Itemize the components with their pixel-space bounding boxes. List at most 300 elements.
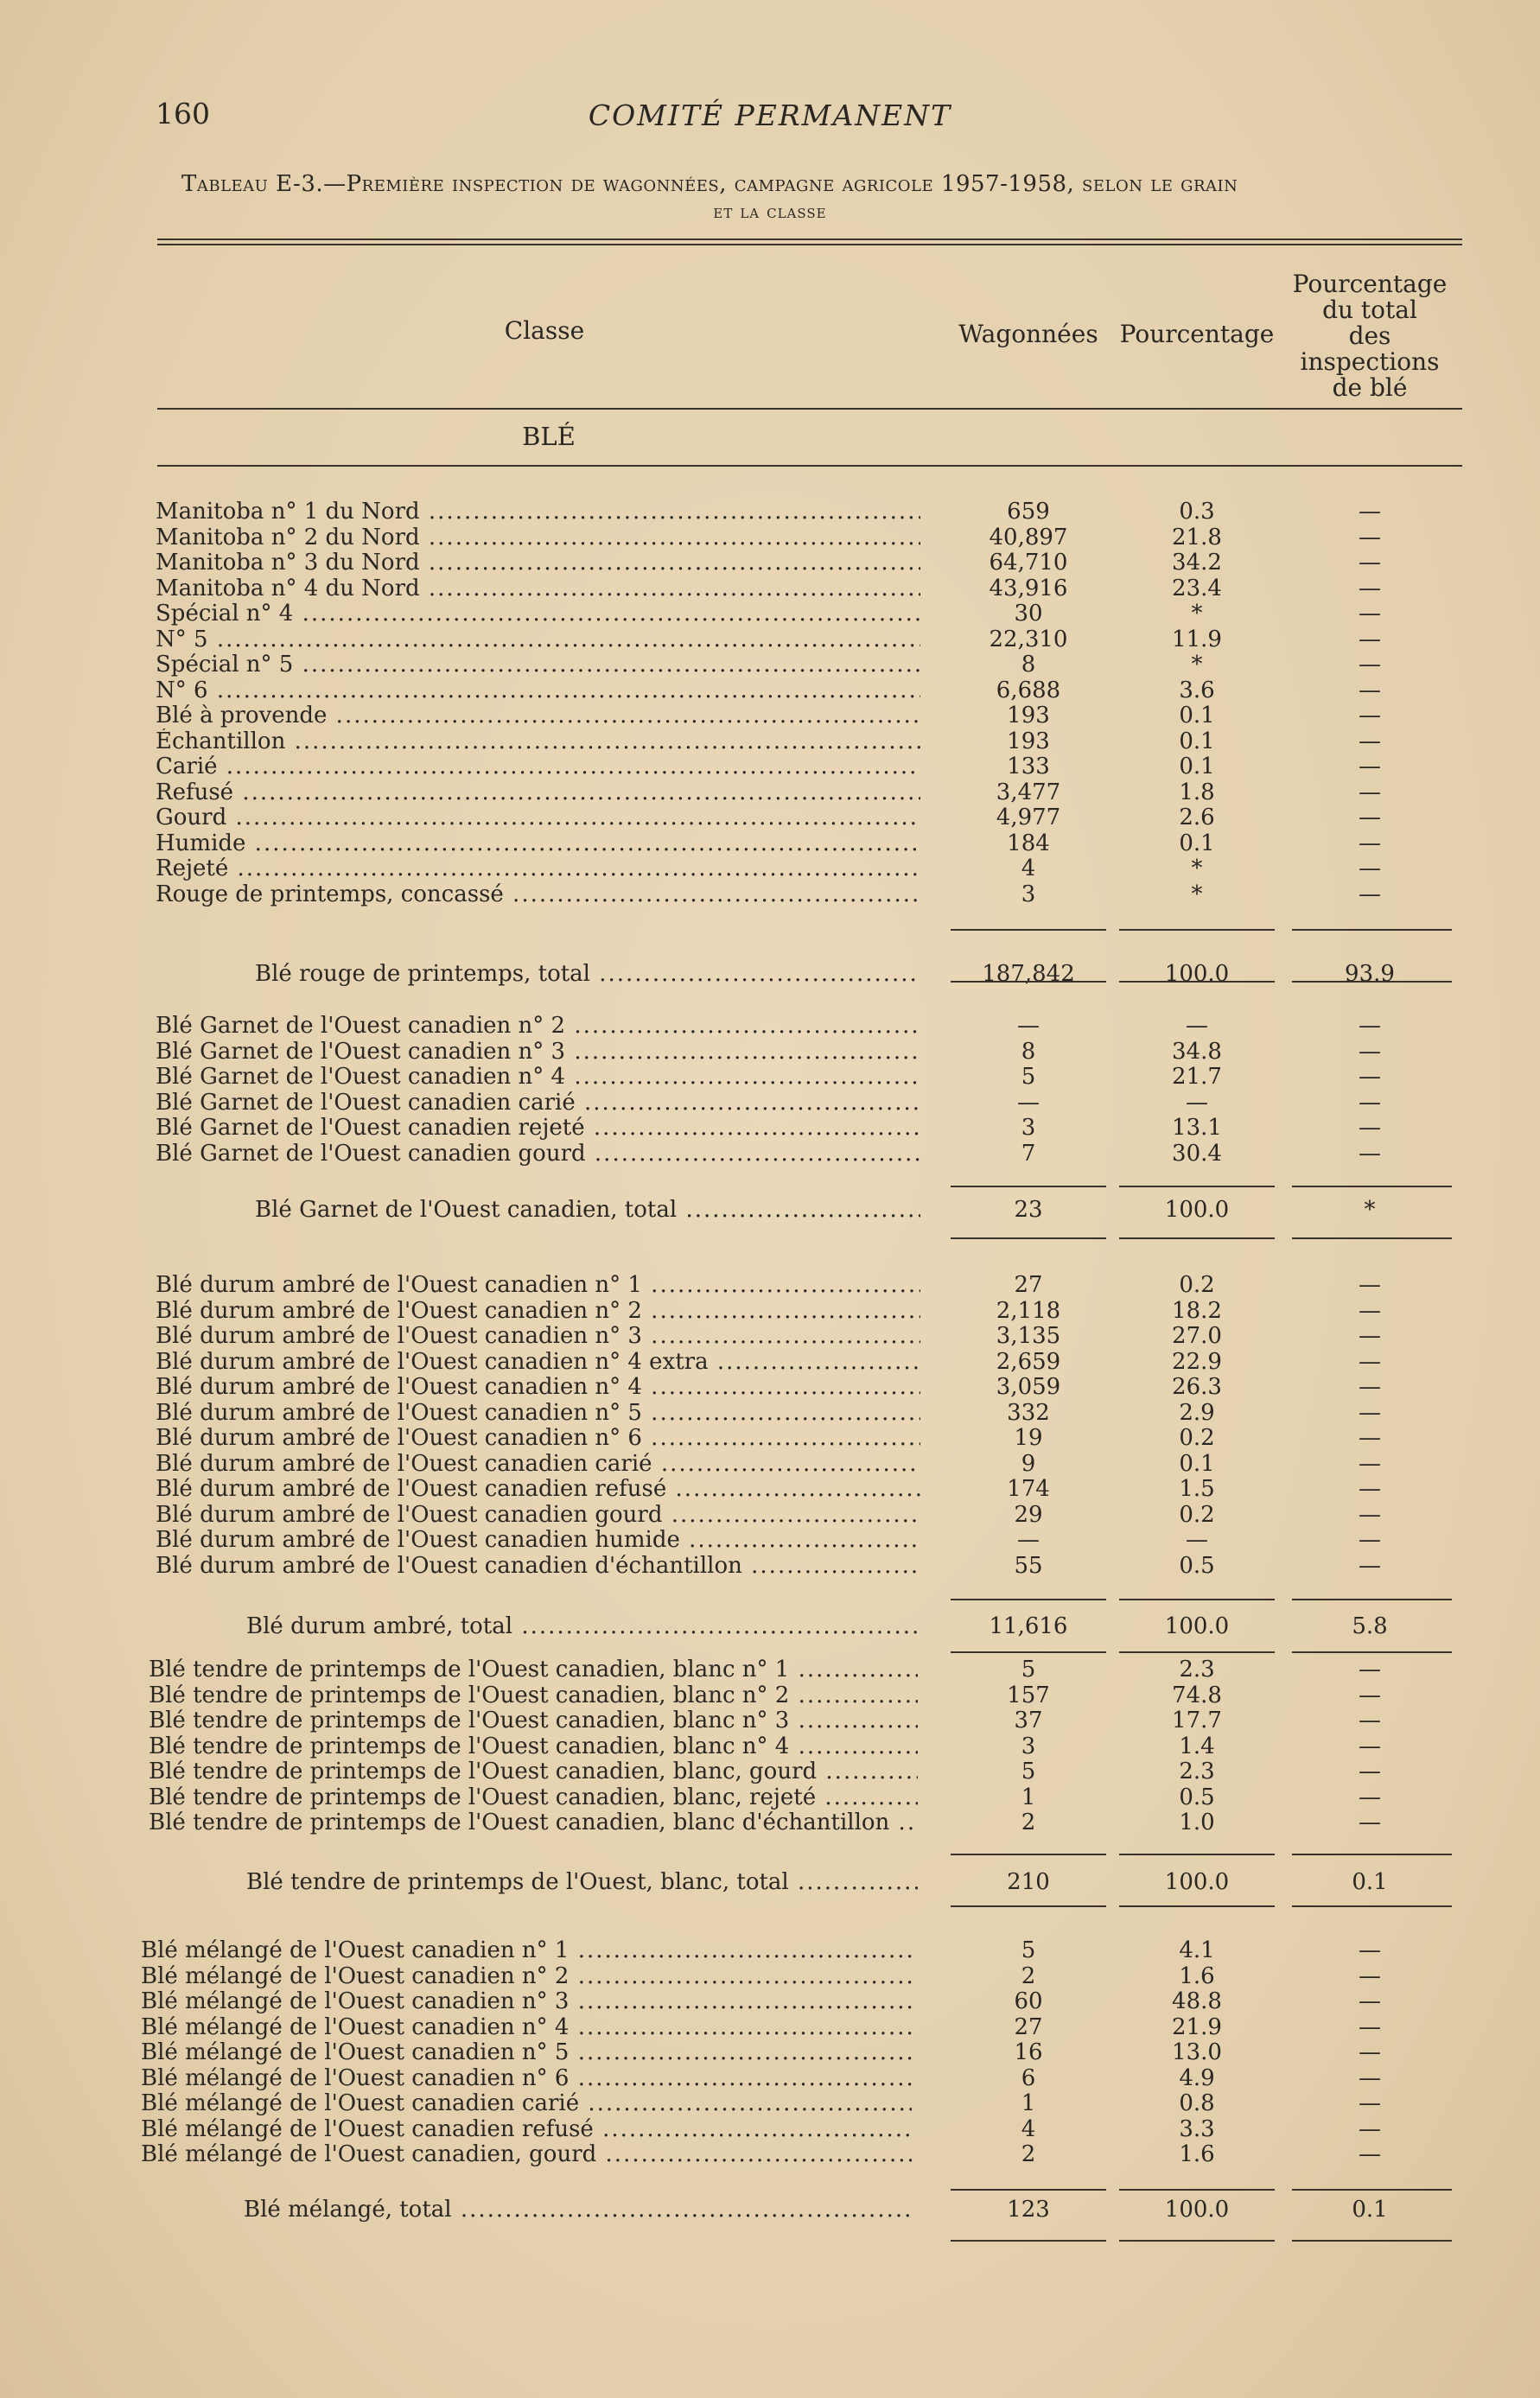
pct-total-cell: — [1359,1527,1381,1553]
row-label: Blé Garnet de l'Ouest canadien n° 2 ..... [156,1013,920,1039]
header-pct-total-line5: de blé [1332,373,1408,402]
wagonnees-cell: — [1017,1013,1040,1039]
row-label: Blé durum ambré de l'Ouest canadien refusé ..... [156,1476,920,1502]
pourcentage-cell: 1.6 [1179,1962,1215,1989]
table-row [0,1323,1540,1349]
wagonnees-cell: 157 [1007,1682,1050,1708]
table-row [0,1937,1540,1963]
wagonnees-cell: 7 [1021,1140,1036,1167]
wagonnees-cell: 187,842 [982,961,1075,987]
table-row [0,1425,1540,1451]
table-row [0,1400,1540,1426]
table-row [0,881,1540,907]
wagonnees-cell: 3,135 [996,1323,1061,1349]
running-head: COMITÉ PERMANENT [588,99,952,132]
row-label: Blé mélangé de l'Ouest canadien n° 5 ..... [141,2039,912,2065]
wagonnees-cell: 5 [1021,1937,1036,1963]
table-row [0,2014,1540,2040]
row-label: Blé durum ambré de l'Ouest canadien n° 4 extra ..... [156,1349,920,1375]
subtotal-rule [1119,1599,1275,1600]
table-row [0,1451,1540,1477]
subtotal-rule [951,1186,1106,1187]
table-row [0,1657,1540,1682]
pct-total-cell: 5.8 [1352,1613,1388,1639]
pct-total-cell: — [1359,601,1381,627]
pourcentage-cell: 21.9 [1172,2013,1222,2040]
table-row [0,1115,1540,1141]
subtotal-rule [1119,1651,1275,1653]
pct-total-cell: — [1359,2064,1381,2091]
row-label: Rejeté ..... [156,856,920,881]
pct-total-cell: — [1359,1399,1381,1426]
table-row [0,2141,1540,2167]
wagonnees-cell: 40,897 [989,524,1068,550]
wagonnees-cell: 133 [1007,754,1050,779]
pct-total-cell: — [1359,1140,1381,1167]
row-label: Blé tendre de printemps de l'Ouest canadien, blanc, rejeté ..... [149,1784,918,1810]
pourcentage-cell: 1.4 [1179,1733,1215,1759]
subtotal-rule [951,981,1106,983]
subtotal-rule [1292,1651,1452,1653]
pourcentage-cell: 1.5 [1179,1476,1215,1502]
row-label: N° 5 ..... [156,627,920,652]
table-row [0,1682,1540,1708]
pct-total-cell: — [1359,1425,1381,1451]
row-label: Blé durum ambré de l'Ouest canadien gourd ..... [156,1502,920,1528]
pourcentage-cell: * [1191,881,1203,907]
pct-total-cell: 0.1 [1352,1869,1388,1895]
header-pct-total-line2: du total [1322,296,1417,324]
pct-total-cell: * [1364,1197,1376,1223]
row-label: Blé durum ambré de l'Ouest canadien n° 2 ..... [156,1298,920,1324]
row-label: Blé mélangé de l'Ouest canadien n° 6 ..... [141,2065,912,2091]
pourcentage-cell: * [1191,601,1203,627]
wagonnees-cell: 2,118 [996,1297,1061,1324]
wagonnees-cell: 6 [1021,2064,1036,2091]
row-label: Blé Garnet de l'Ouest canadien rejeté ..... [156,1115,920,1141]
subtotal-rule [951,2189,1106,2191]
pct-total-cell: — [1359,499,1381,525]
subtotal-rule [1292,1186,1452,1187]
table-row [0,1141,1540,1167]
table-row [0,1963,1540,1989]
wagonnees-cell: 1 [1021,1784,1036,1810]
wagonnees-cell: 27 [1014,2013,1043,2040]
pourcentage-cell: 0.2 [1179,1272,1215,1298]
table-row [0,1349,1540,1375]
table-row [0,805,1540,830]
table-row [0,1374,1540,1400]
row-label: Blé Garnet de l'Ouest canadien gourd ..... [156,1141,920,1167]
pct-total-cell: — [1359,754,1381,779]
table-row [0,2090,1540,2116]
subtotal-rule [951,2240,1106,2242]
row-label: Blé mélangé de l'Ouest canadien n° 2 ..... [141,1963,912,1989]
pct-total-cell: — [1359,1348,1381,1375]
table-row [0,550,1540,576]
row-label: Blé durum ambré de l'Ouest canadien n° 1 ..... [156,1272,920,1298]
row-label: Blé durum ambré de l'Ouest canadien d'échantillon ..... [156,1553,920,1579]
row-label: Blé Garnet de l'Ouest canadien n° 3 ..... [156,1039,920,1065]
wagonnees-cell: 64,710 [989,550,1068,576]
pct-total-cell: — [1359,856,1381,881]
table-row [0,627,1540,652]
page-number: 160 [156,97,210,130]
row-label: Gourd ..... [156,805,920,830]
pct-total-cell: — [1359,1272,1381,1298]
row-label: Manitoba n° 4 du Nord ..... [156,576,920,601]
table-row [0,1733,1540,1759]
row-label: Rouge de printemps, concassé ..... [156,881,920,907]
wagonnees-cell: 5 [1021,1657,1036,1682]
row-label: N° 6 ..... [156,677,920,703]
table-row [0,1090,1540,1116]
header-wagonnees: Wagonnées [958,320,1098,348]
pct-total-cell: — [1359,1708,1381,1733]
row-label: Manitoba n° 1 du Nord ..... [156,499,920,525]
table-row [0,728,1540,754]
row-label: Blé durum ambré de l'Ouest canadien humide ..... [156,1527,920,1553]
pourcentage-cell: — [1186,1013,1208,1039]
row-label: Blé durum ambré de l'Ouest canadien n° 4 ..... [156,1374,920,1400]
pourcentage-cell: 0.1 [1179,1450,1215,1477]
subtotal-rule [1292,929,1452,931]
wagonnees-cell: 23 [1014,1197,1043,1223]
pourcentage-cell: 4.1 [1179,1937,1215,1963]
row-label: Blé mélangé de l'Ouest canadien, gourd ..... [141,2141,912,2167]
pourcentage-cell: 100.0 [1164,1869,1230,1895]
total-label: Blé Garnet de l'Ouest canadien, total ..... [255,1197,920,1223]
pct-total-cell: 93.9 [1345,961,1395,987]
table-total-row [0,1613,1540,1639]
wagonnees-cell: 5 [1021,1759,1036,1784]
header-pct-total-line1: Pourcentage [1292,270,1448,298]
table-row [0,856,1540,881]
pct-total-cell: — [1359,2039,1381,2065]
header-bottom-rule [157,408,1462,410]
subtotal-rule [1292,2189,1452,2191]
wagonnees-cell: 3 [1021,881,1036,907]
pct-total-cell: — [1359,1374,1381,1400]
wagonnees-cell: 9 [1021,1450,1036,1477]
pourcentage-cell: 0.2 [1179,1501,1215,1528]
subtotal-rule [951,1854,1106,1855]
pct-total-cell: — [1359,2013,1381,2040]
pourcentage-cell: 34.8 [1172,1038,1222,1065]
subtotal-rule [1119,929,1275,931]
pourcentage-cell: 0.1 [1179,703,1215,728]
pct-total-cell: — [1359,805,1381,830]
row-label: Blé durum ambré de l'Ouest canadien n° 3 ..... [156,1323,920,1349]
pourcentage-cell: 0.1 [1179,754,1215,779]
table-row [0,1759,1540,1784]
total-label: Blé rouge de printemps, total ..... [255,961,920,987]
row-label: Blé tendre de printemps de l'Ouest canadien, blanc n° 1 ..... [149,1657,918,1682]
wagonnees-cell: 3 [1021,1733,1036,1759]
subtotal-rule [1119,1905,1275,1907]
wagonnees-cell: 4,977 [996,805,1061,830]
subtotal-rule [1292,1854,1452,1855]
pourcentage-cell: 0.3 [1179,499,1215,525]
pourcentage-cell: 3.3 [1179,2115,1215,2142]
wagonnees-cell: 8 [1021,652,1036,677]
pourcentage-cell: 48.8 [1172,1988,1222,2014]
subtotal-rule [951,929,1106,931]
wagonnees-cell: 8 [1021,1038,1036,1065]
pourcentage-cell: 13.0 [1172,2039,1222,2065]
subtotal-rule [1119,981,1275,983]
table-row [0,1553,1540,1579]
wagonnees-cell: 11,616 [989,1613,1068,1639]
table-top-rule [157,239,1462,240]
table-caption-continued: et la classe [713,201,827,223]
table-total-row [0,2197,1540,2223]
table-row [0,1298,1540,1324]
table-row [0,1988,1540,2014]
wagonnees-cell: 19 [1014,1425,1043,1451]
table-caption: Tableau E-3.—Première inspection de wagonnées, campagne agricole 1957-1958, selon le grain [181,171,1238,197]
wagonnees-cell: 210 [1007,1869,1050,1895]
pct-total-cell: — [1359,652,1381,677]
table-row [0,2065,1540,2091]
row-label: Carié ..... [156,754,920,779]
row-label: Blé durum ambré de l'Ouest canadien carié ..... [156,1451,920,1477]
subtotal-rule [1292,2240,1452,2242]
pourcentage-cell: 1.6 [1179,2141,1215,2167]
wagonnees-cell: 193 [1007,728,1050,754]
header-pourcentage: Pourcentage [1119,320,1275,348]
wagonnees-cell: 2 [1021,1810,1036,1835]
wagonnees-cell: 2 [1021,1962,1036,1989]
subtotal-rule [1119,1186,1275,1187]
pourcentage-cell: 11.9 [1172,626,1222,652]
pourcentage-cell: 2.3 [1179,1759,1215,1784]
pct-total-cell: — [1359,2115,1381,2142]
row-label: Blé à provende ..... [156,703,920,728]
pourcentage-cell: 1.0 [1179,1810,1215,1835]
table-row [0,1064,1540,1090]
wagonnees-cell: 55 [1014,1552,1043,1579]
table-row [0,2116,1540,2142]
pct-total-cell: — [1359,2090,1381,2116]
row-label: Blé mélangé de l'Ouest canadien n° 3 ..... [141,1988,912,2014]
subtotal-rule [1292,981,1452,983]
pct-total-cell: 0.1 [1352,2197,1388,2223]
pourcentage-cell: 34.2 [1172,550,1222,576]
pct-total-cell: — [1359,1962,1381,1989]
wagonnees-cell: 1 [1021,2090,1036,2116]
pct-total-cell: — [1359,1089,1381,1116]
wagonnees-cell: — [1017,1527,1040,1553]
pct-total-cell: — [1359,1784,1381,1810]
pct-total-cell: — [1359,1552,1381,1579]
pourcentage-cell: 100.0 [1164,1613,1230,1639]
row-label: Blé durum ambré de l'Ouest canadien n° 5 ..... [156,1400,920,1426]
pct-total-cell: — [1359,1501,1381,1528]
pourcentage-cell: 100.0 [1164,2197,1230,2223]
subtotal-rule [951,1599,1106,1600]
table-row [0,754,1540,779]
pct-total-cell: — [1359,703,1381,728]
wagonnees-cell: 22,310 [989,626,1068,652]
pourcentage-cell: 0.2 [1179,1425,1215,1451]
pct-total-cell: — [1359,1733,1381,1759]
subtotal-rule [1119,2240,1275,2242]
table-row [0,576,1540,601]
pct-total-cell: — [1359,524,1381,550]
wagonnees-cell: 3 [1021,1115,1036,1141]
wagonnees-cell: 60 [1014,1988,1043,2014]
pct-total-cell: — [1359,1013,1381,1039]
pct-total-cell: — [1359,728,1381,754]
pourcentage-cell: 0.1 [1179,728,1215,754]
pct-total-cell: — [1359,1450,1381,1477]
subtotal-rule [951,1651,1106,1653]
wagonnees-cell: — [1017,1089,1040,1116]
pourcentage-cell: 0.5 [1179,1552,1215,1579]
pourcentage-cell: 2.6 [1179,805,1215,830]
pourcentage-cell: * [1191,856,1203,881]
pourcentage-cell: 17.7 [1172,1708,1222,1733]
row-label: Manitoba n° 3 du Nord ..... [156,550,920,576]
row-label: Blé tendre de printemps de l'Ouest canadien, blanc d'échantillon ..... [149,1810,918,1835]
pct-total-cell: — [1359,1064,1381,1090]
wagonnees-cell: 659 [1007,499,1050,525]
pourcentage-cell: 2.9 [1179,1399,1215,1426]
wagonnees-cell: 6,688 [996,677,1061,703]
pourcentage-cell: 0.5 [1179,1784,1215,1810]
table-row [0,1810,1540,1835]
row-label: Manitoba n° 2 du Nord ..... [156,525,920,550]
table-row [0,525,1540,550]
row-label: Blé durum ambré de l'Ouest canadien n° 6 ..... [156,1425,920,1451]
pct-total-cell: — [1359,1038,1381,1065]
pourcentage-cell: 27.0 [1172,1323,1222,1349]
wagonnees-cell: 2,659 [996,1348,1061,1375]
table-row [0,1272,1540,1298]
pct-total-cell: — [1359,881,1381,907]
subtotal-rule [1119,1854,1275,1855]
row-label: Blé tendre de printemps de l'Ouest canadien, blanc n° 2 ..... [149,1682,918,1708]
row-label: Blé Garnet de l'Ouest canadien n° 4 ..... [156,1064,920,1090]
row-label: Blé Garnet de l'Ouest canadien carié ..... [156,1090,920,1116]
wagonnees-cell: 16 [1014,2039,1043,2065]
table-row [0,1527,1540,1553]
row-label: Refusé ..... [156,779,920,805]
table-row [0,1708,1540,1733]
pct-total-cell: — [1359,677,1381,703]
pct-total-cell: — [1359,830,1381,856]
section-title: BLÉ [522,422,576,451]
table-row [0,1476,1540,1502]
pourcentage-cell: — [1186,1527,1208,1553]
pourcentage-cell: 22.9 [1172,1348,1222,1375]
table-row [0,1784,1540,1810]
wagonnees-cell: 37 [1014,1708,1043,1733]
wagonnees-cell: 29 [1014,1501,1043,1528]
row-label: Spécial n° 4 ..... [156,601,920,627]
pourcentage-cell: 18.2 [1172,1297,1222,1324]
row-label: Spécial n° 5 ..... [156,652,920,677]
wagonnees-cell: 4 [1021,2115,1036,2142]
pourcentage-cell: 23.4 [1172,575,1222,601]
pct-total-cell: — [1359,550,1381,576]
table-row [0,830,1540,856]
pct-total-cell: — [1359,1810,1381,1835]
wagonnees-cell: 3,477 [996,779,1061,805]
table-total-row [0,1869,1540,1895]
subtotal-rule [951,1237,1106,1239]
pct-total-cell: — [1359,1759,1381,1784]
wagonnees-cell: 174 [1007,1476,1050,1502]
table-row [0,1039,1540,1065]
wagonnees-cell: 43,916 [989,575,1068,601]
table-row [0,779,1540,805]
table-row [0,2039,1540,2065]
pourcentage-cell: — [1186,1089,1208,1116]
pourcentage-cell: 0.1 [1179,830,1215,856]
total-label: Blé durum ambré, total ..... [246,1613,920,1639]
row-label: Échantillon ..... [156,728,920,754]
header-pct-total-line3: des [1348,321,1391,350]
pct-total-cell: — [1359,1657,1381,1682]
total-label: Blé mélangé, total ..... [244,2197,912,2223]
pourcentage-cell: 100.0 [1164,1197,1230,1223]
pourcentage-cell: 3.6 [1179,677,1215,703]
pourcentage-cell: 13.1 [1172,1115,1222,1141]
wagonnees-cell: 193 [1007,703,1050,728]
row-label: Blé mélangé de l'Ouest canadien carié ..... [141,2090,912,2116]
header-classe: Classe [504,316,585,345]
table-row [0,499,1540,525]
pct-total-cell: — [1359,1115,1381,1141]
wagonnees-cell: 4 [1021,856,1036,881]
pct-total-cell: — [1359,779,1381,805]
pct-total-cell: — [1359,575,1381,601]
table-row [0,1013,1540,1039]
subtotal-rule [1292,1237,1452,1239]
pourcentage-cell: 4.9 [1179,2064,1215,2091]
table-top-rule-double [157,244,1462,245]
wagonnees-cell: 2 [1021,2141,1036,2167]
table-total-row [0,961,1540,987]
table-row [0,652,1540,677]
pourcentage-cell: 100.0 [1164,961,1230,987]
row-label: Blé tendre de printemps de l'Ouest canadien, blanc, gourd ..... [149,1759,918,1784]
pct-total-cell: — [1359,1682,1381,1708]
total-label: Blé tendre de printemps de l'Ouest, blanc, total ..... [246,1869,918,1895]
table-row [0,703,1540,728]
row-label: Blé mélangé de l'Ouest canadien refusé ..... [141,2116,912,2142]
table-row [0,677,1540,703]
wagonnees-cell: 332 [1007,1399,1050,1426]
row-label: Blé tendre de printemps de l'Ouest canadien, blanc n° 3 ..... [149,1708,918,1733]
pourcentage-cell: 30.4 [1172,1140,1222,1167]
wagonnees-cell: 27 [1014,1272,1043,1298]
pourcentage-cell: 26.3 [1172,1374,1222,1400]
subtotal-rule [951,1905,1106,1907]
subtotal-rule [1292,1599,1452,1600]
section-title-rule [157,465,1462,467]
pourcentage-cell: 0.8 [1179,2090,1215,2116]
pct-total-cell: — [1359,1476,1381,1502]
pct-total-cell: — [1359,626,1381,652]
row-label: Blé mélangé de l'Ouest canadien n° 1 ..... [141,1937,912,1963]
pourcentage-cell: 21.7 [1172,1064,1222,1090]
table-row [0,1502,1540,1528]
wagonnees-cell: 3,059 [996,1374,1061,1400]
pourcentage-cell: * [1191,652,1203,677]
